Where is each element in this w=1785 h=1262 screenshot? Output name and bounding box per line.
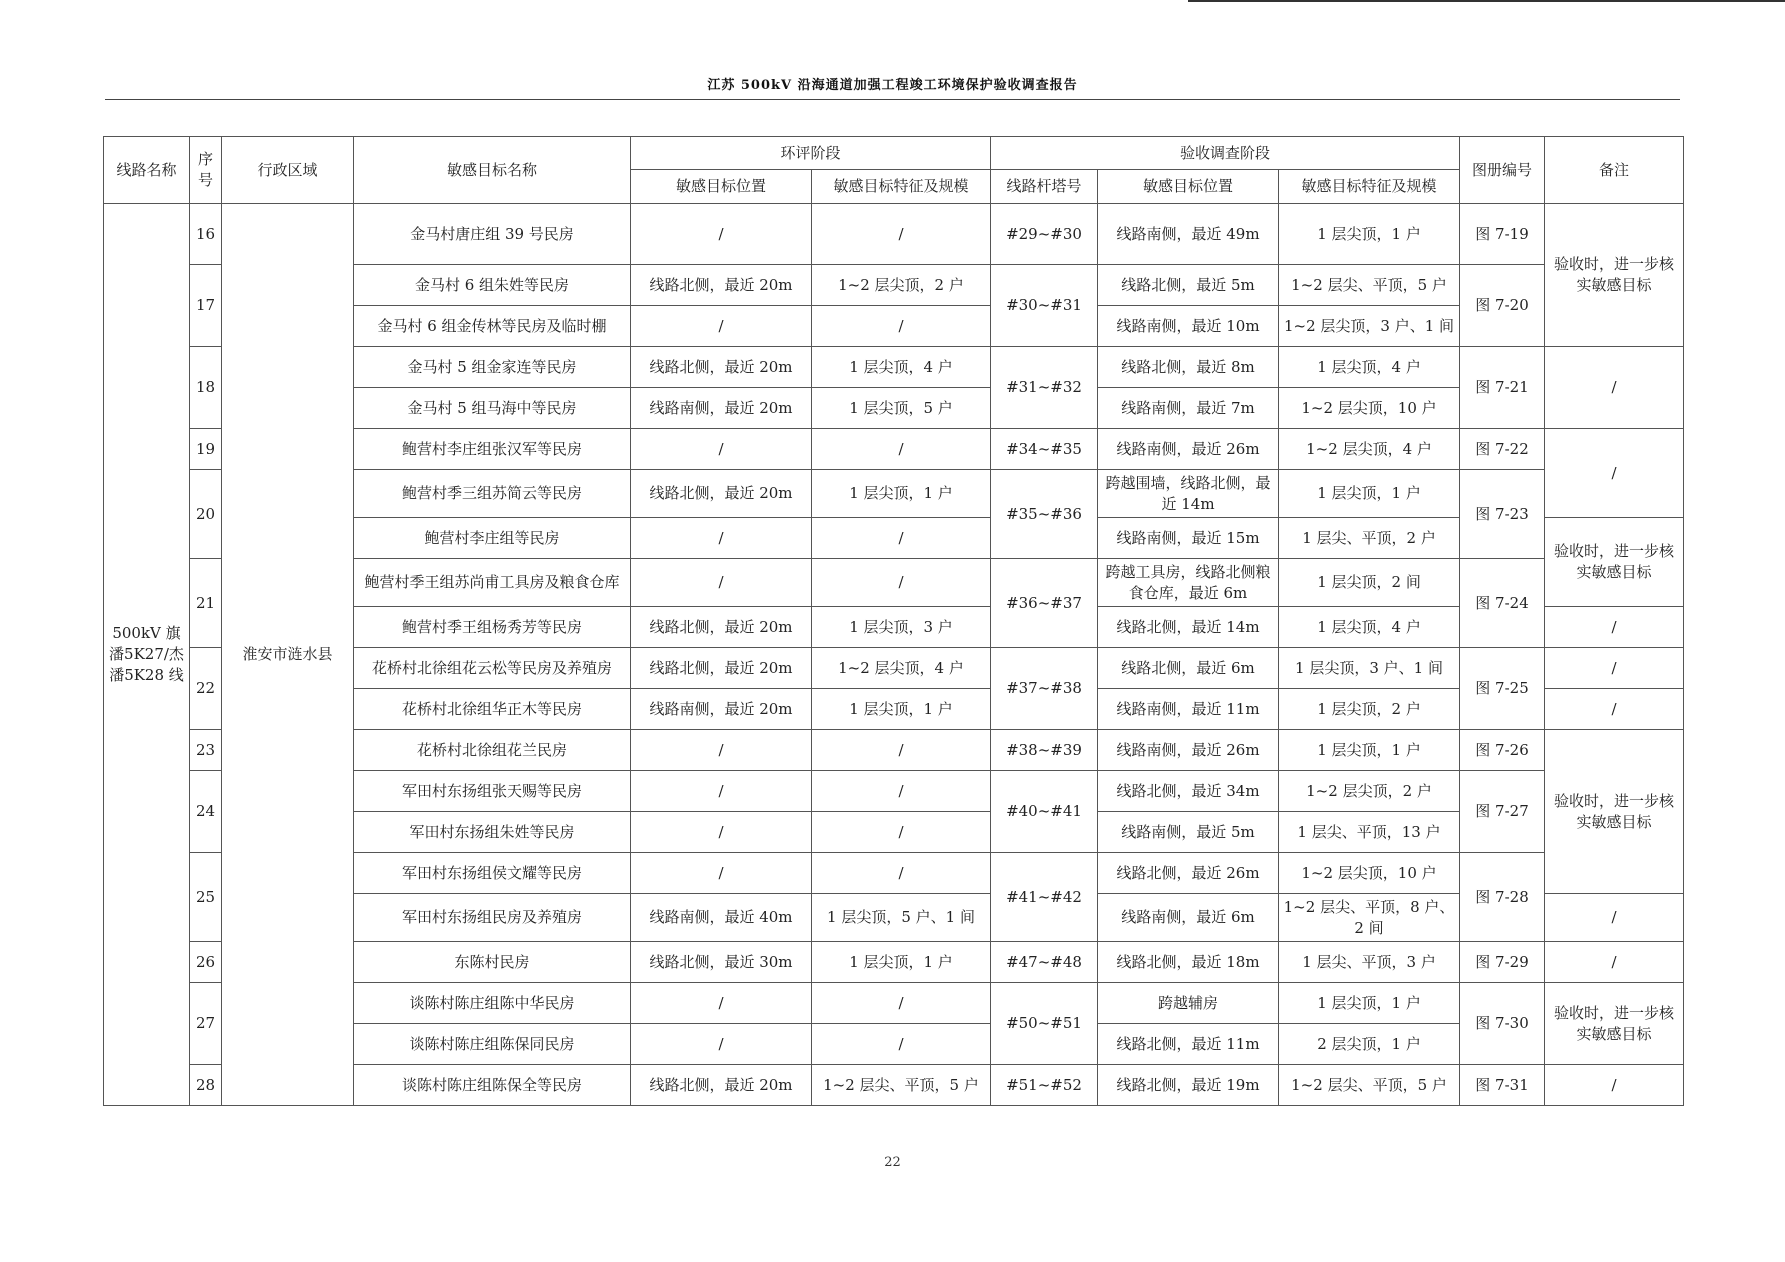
header-acc-position: 敏感目标位置 [1098,170,1279,204]
eia-position-cell: 线路南侧，最近 40m [631,894,812,942]
acc-position-cell: 线路北侧，最近 18m [1098,942,1279,983]
acc-position-cell: 线路南侧，最近 26m [1098,730,1279,771]
acc-position-cell: 线路北侧，最近 6m [1098,648,1279,689]
seq-cell: 18 [190,347,222,429]
acc-features-cell: 2 层尖顶，1 户 [1279,1024,1460,1065]
tower-no-cell: #29~#30 [991,204,1098,265]
tower-no-cell: #51~#52 [991,1065,1098,1106]
remarks-cell: 验收时，进一步核实敏感目标 [1545,204,1684,347]
target-name-cell: 花桥村北徐组花兰民房 [354,730,631,771]
remarks-cell: / [1545,347,1684,429]
tower-no-cell: #37~#38 [991,648,1098,730]
seq-cell: 24 [190,771,222,853]
figure-no-cell: 图 7-29 [1460,942,1545,983]
tower-no-cell: #47~#48 [991,942,1098,983]
acc-features-cell: 1 层尖、平顶，3 户 [1279,942,1460,983]
tower-no-cell: #41~#42 [991,853,1098,942]
acc-features-cell: 1 层尖顶，1 户 [1279,470,1460,518]
header-seq: 序号 [190,137,222,204]
header-region: 行政区域 [222,137,354,204]
target-name-cell: 金马村 6 组朱姓等民房 [354,265,631,306]
eia-features-cell: 1~2 层尖、平顶，5 户 [812,1065,991,1106]
target-name-cell: 军田村东扬组朱姓等民房 [354,812,631,853]
acc-position-cell: 线路南侧，最近 5m [1098,812,1279,853]
eia-features-cell: 1 层尖顶，1 户 [812,942,991,983]
acc-features-cell: 1 层尖顶，4 户 [1279,347,1460,388]
acc-features-cell: 1 层尖、平顶，13 户 [1279,812,1460,853]
remarks-cell: 验收时，进一步核实敏感目标 [1545,983,1684,1065]
eia-features-cell: / [812,730,991,771]
header-remarks: 备注 [1545,137,1684,204]
figure-no-cell: 图 7-31 [1460,1065,1545,1106]
figure-no-cell: 图 7-30 [1460,983,1545,1065]
figure-no-cell: 图 7-24 [1460,559,1545,648]
seq-cell: 22 [190,648,222,730]
remarks-cell: / [1545,689,1684,730]
eia-features-cell: / [812,518,991,559]
seq-cell: 21 [190,559,222,648]
remarks-cell: 验收时，进一步核实敏感目标 [1545,730,1684,894]
acc-features-cell: 1 层尖顶，3 户、1 间 [1279,648,1460,689]
eia-position-cell: 线路北侧，最近 20m [631,648,812,689]
region-cell: 淮安市涟水县 [222,204,354,1106]
eia-features-cell: / [812,812,991,853]
figure-no-cell: 图 7-20 [1460,265,1545,347]
eia-position-cell: / [631,1024,812,1065]
eia-position-cell: / [631,204,812,265]
eia-features-cell: / [812,559,991,607]
figure-no-cell: 图 7-28 [1460,853,1545,942]
eia-position-cell: 线路南侧，最近 20m [631,388,812,429]
eia-position-cell: / [631,306,812,347]
acc-features-cell: 1~2 层尖、平顶，8 户、2 间 [1279,894,1460,942]
acc-features-cell: 1~2 层尖顶，10 户 [1279,853,1460,894]
acc-position-cell: 线路南侧，最近 15m [1098,518,1279,559]
acc-position-cell: 线路北侧，最近 14m [1098,607,1279,648]
target-name-cell: 鲍营村季三组苏简云等民房 [354,470,631,518]
acc-features-cell: 1 层尖顶，4 户 [1279,607,1460,648]
target-name-cell: 谈陈村陈庄组陈保全等民房 [354,1065,631,1106]
eia-position-cell: 线路北侧，最近 20m [631,607,812,648]
acc-features-cell: 1 层尖、平顶，2 户 [1279,518,1460,559]
target-name-cell: 军田村东扬组侯文耀等民房 [354,853,631,894]
acc-position-cell: 线路南侧，最近 49m [1098,204,1279,265]
acc-position-cell: 线路南侧，最近 11m [1098,689,1279,730]
eia-features-cell: 1~2 层尖顶，2 户 [812,265,991,306]
remarks-cell: / [1545,648,1684,689]
acc-position-cell: 线路北侧，最近 11m [1098,1024,1279,1065]
target-name-cell: 花桥村北徐组花云松等民房及养殖房 [354,648,631,689]
eia-features-cell: 1 层尖顶，1 户 [812,470,991,518]
tower-no-cell: #38~#39 [991,730,1098,771]
eia-position-cell: / [631,730,812,771]
remarks-cell: / [1545,607,1684,648]
seq-cell: 26 [190,942,222,983]
eia-position-cell: / [631,983,812,1024]
eia-position-cell: / [631,771,812,812]
target-name-cell: 金马村 5 组马海中等民房 [354,388,631,429]
tower-no-cell: #30~#31 [991,265,1098,347]
eia-position-cell: 线路北侧，最近 20m [631,265,812,306]
target-name-cell: 金马村 6 组金传林等民房及临时棚 [354,306,631,347]
top-rule [1188,0,1785,2]
seq-cell: 27 [190,983,222,1065]
acc-features-cell: 1 层尖顶，2 户 [1279,689,1460,730]
eia-features-cell: 1 层尖顶，5 户 [812,388,991,429]
acc-features-cell: 1~2 层尖顶，4 户 [1279,429,1460,470]
acc-position-cell: 线路南侧，最近 10m [1098,306,1279,347]
acc-features-cell: 1 层尖顶，1 户 [1279,204,1460,265]
target-name-cell: 谈陈村陈庄组陈中华民房 [354,983,631,1024]
header-acceptance-stage: 验收调查阶段 [991,137,1460,170]
eia-position-cell: / [631,812,812,853]
sensitive-targets-table [103,136,1684,1106]
target-name-cell: 军田村东扬组民房及养殖房 [354,894,631,942]
tower-no-cell: #31~#32 [991,347,1098,429]
header-eia-stage: 环评阶段 [631,137,991,170]
target-name-cell: 金马村唐庄组 39 号民房 [354,204,631,265]
remarks-cell: 验收时，进一步核实敏感目标 [1545,518,1684,607]
remarks-cell: / [1545,942,1684,983]
acc-position-cell: 跨越工具房，线路北侧粮食仓库，最近 6m [1098,559,1279,607]
tower-no-cell: #36~#37 [991,559,1098,648]
acc-position-cell: 线路北侧，最近 8m [1098,347,1279,388]
seq-cell: 19 [190,429,222,470]
header-rule [105,99,1680,100]
header-line-name: 线路名称 [104,137,190,204]
header-eia-position: 敏感目标位置 [631,170,812,204]
seq-cell: 20 [190,470,222,559]
eia-position-cell: 线路南侧，最近 20m [631,689,812,730]
page-number: 22 [884,1155,901,1170]
acc-position-cell: 线路南侧，最近 7m [1098,388,1279,429]
target-name-cell: 金马村 5 组金家连等民房 [354,347,631,388]
acc-features-cell: 1~2 层尖顶，3 户、1 间 [1279,306,1460,347]
seq-cell: 28 [190,1065,222,1106]
acc-position-cell: 线路南侧，最近 26m [1098,429,1279,470]
eia-features-cell: 1 层尖顶，1 户 [812,689,991,730]
header-eia-features: 敏感目标特征及规模 [812,170,991,204]
header-figure-no: 图册编号 [1460,137,1545,204]
eia-features-cell: / [812,306,991,347]
figure-no-cell: 图 7-21 [1460,347,1545,429]
acc-position-cell: 跨越辅房 [1098,983,1279,1024]
eia-position-cell: 线路北侧，最近 20m [631,470,812,518]
figure-no-cell: 图 7-26 [1460,730,1545,771]
eia-position-cell: 线路北侧，最近 20m [631,347,812,388]
target-name-cell: 军田村东扬组张天赐等民房 [354,771,631,812]
seq-cell: 23 [190,730,222,771]
eia-position-cell: 线路北侧，最近 20m [631,1065,812,1106]
target-name-cell: 花桥村北徐组华正木等民房 [354,689,631,730]
acc-position-cell: 线路北侧，最近 5m [1098,265,1279,306]
target-name-cell: 谈陈村陈庄组陈保同民房 [354,1024,631,1065]
seq-cell: 17 [190,265,222,347]
acc-position-cell: 线路北侧，最近 34m [1098,771,1279,812]
header-tower-no: 线路杆塔号 [991,170,1098,204]
eia-features-cell: 1~2 层尖顶，4 户 [812,648,991,689]
remarks-cell: / [1545,1065,1684,1106]
acc-position-cell: 跨越围墙，线路北侧，最近 14m [1098,470,1279,518]
figure-no-cell: 图 7-27 [1460,771,1545,853]
tower-no-cell: #35~#36 [991,470,1098,559]
report-title: 江苏 500kV 沿海通道加强工程竣工环境保护验收调查报告 [707,78,1078,93]
line-name-cell: 500kV 旗潘5K27/杰潘5K28 线 [104,204,190,1106]
tower-no-cell: #34~#35 [991,429,1098,470]
target-name-cell: 鲍营村季王组苏尚甫工具房及粮食仓库 [354,559,631,607]
eia-features-cell: / [812,204,991,265]
eia-features-cell: / [812,853,991,894]
figure-no-cell: 图 7-25 [1460,648,1545,730]
acc-position-cell: 线路北侧，最近 19m [1098,1065,1279,1106]
acc-features-cell: 1 层尖顶，1 户 [1279,730,1460,771]
acc-position-cell: 线路南侧，最近 6m [1098,894,1279,942]
target-name-cell: 鲍营村季王组杨秀芳等民房 [354,607,631,648]
target-name-cell: 鲍营村李庄组张汉军等民房 [354,429,631,470]
tower-no-cell: #50~#51 [991,983,1098,1065]
eia-features-cell: / [812,429,991,470]
eia-features-cell: 1 层尖顶，5 户、1 间 [812,894,991,942]
acc-features-cell: 1~2 层尖顶，2 户 [1279,771,1460,812]
remarks-cell: / [1545,429,1684,518]
eia-features-cell: / [812,771,991,812]
acc-features-cell: 1~2 层尖、平顶，5 户 [1279,265,1460,306]
eia-features-cell: 1 层尖顶，4 户 [812,347,991,388]
seq-cell: 25 [190,853,222,942]
eia-position-cell: 线路北侧，最近 30m [631,942,812,983]
eia-position-cell: / [631,559,812,607]
eia-features-cell: / [812,1024,991,1065]
eia-position-cell: / [631,429,812,470]
target-name-cell: 东陈村民房 [354,942,631,983]
figure-no-cell: 图 7-19 [1460,204,1545,265]
header-target-name: 敏感目标名称 [354,137,631,204]
eia-position-cell: / [631,518,812,559]
tower-no-cell: #40~#41 [991,771,1098,853]
target-name-cell: 鲍营村李庄组等民房 [354,518,631,559]
eia-position-cell: / [631,853,812,894]
figure-no-cell: 图 7-23 [1460,470,1545,559]
header-acc-features: 敏感目标特征及规模 [1279,170,1460,204]
eia-features-cell: 1 层尖顶，3 户 [812,607,991,648]
acc-features-cell: 1 层尖顶，1 户 [1279,983,1460,1024]
remarks-cell: / [1545,894,1684,942]
acc-features-cell: 1~2 层尖、平顶，5 户 [1279,1065,1460,1106]
seq-cell: 16 [190,204,222,265]
acc-features-cell: 1 层尖顶，2 间 [1279,559,1460,607]
figure-no-cell: 图 7-22 [1460,429,1545,470]
eia-features-cell: / [812,983,991,1024]
acc-features-cell: 1~2 层尖顶，10 户 [1279,388,1460,429]
acc-position-cell: 线路北侧，最近 26m [1098,853,1279,894]
